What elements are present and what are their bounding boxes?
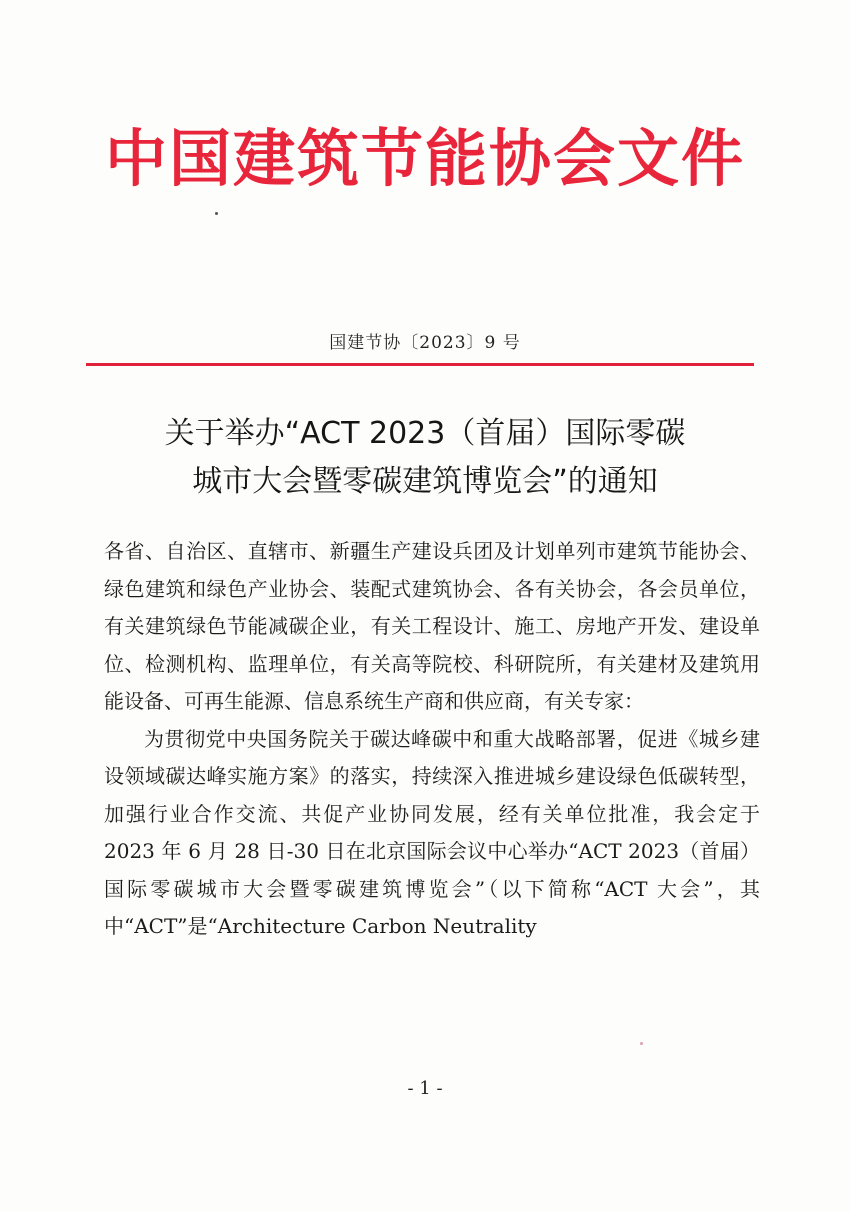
- body-paragraph-1: 为贯彻党中央国务院关于碳达峰碳中和重大战略部署，促进《城乡建设领域碳达峰实施方案》的落实，持续深入推进城乡建设绿色低碳转型，加强行业合作交流、共促产业协同发展，经有关单位批准，我会定于 2023 年 6 月 28 日-30 日在北京国际会议中心举办“ACT 2023（首届）国际零碳城市大会暨零碳建筑博览会”（以下简称“ACT 大会”，其中“ACT”是“Architecture Carbon Neutrality: [104, 726, 760, 938]
- notice-title-line-2: 城市大会暨零碳建筑博览会”的通知: [192, 464, 658, 499]
- page-number: - 1 -: [407, 1078, 443, 1099]
- notice-title: [0, 410, 850, 506]
- scan-speck: [640, 1042, 643, 1045]
- notice-body: [104, 533, 760, 946]
- addressee-paragraph: 各省、自治区、直辖市、新疆生产建设兵团及计划单列市建筑节能协会、绿色建筑和绿色产业协会、装配式建筑协会、各有关协会，各会员单位，有关建筑绿色节能减碳企业，有关工程设计、施工、房地产开发、建设单位、检测机构、监理单位，有关高等院校、科研院所，有关建材及建筑用能设备、可再生能源、信息系统生产商和供应商，有关专家：: [104, 539, 760, 713]
- scan-speck: [215, 212, 218, 215]
- document-number: 国建节协〔2023〕9 号: [329, 333, 521, 353]
- red-divider-rule: [86, 363, 754, 366]
- masthead-title: 中国建筑节能协会文件: [104, 122, 745, 195]
- notice-title-line-1: 关于举办“ACT 2023（首届）国际零碳: [164, 416, 686, 451]
